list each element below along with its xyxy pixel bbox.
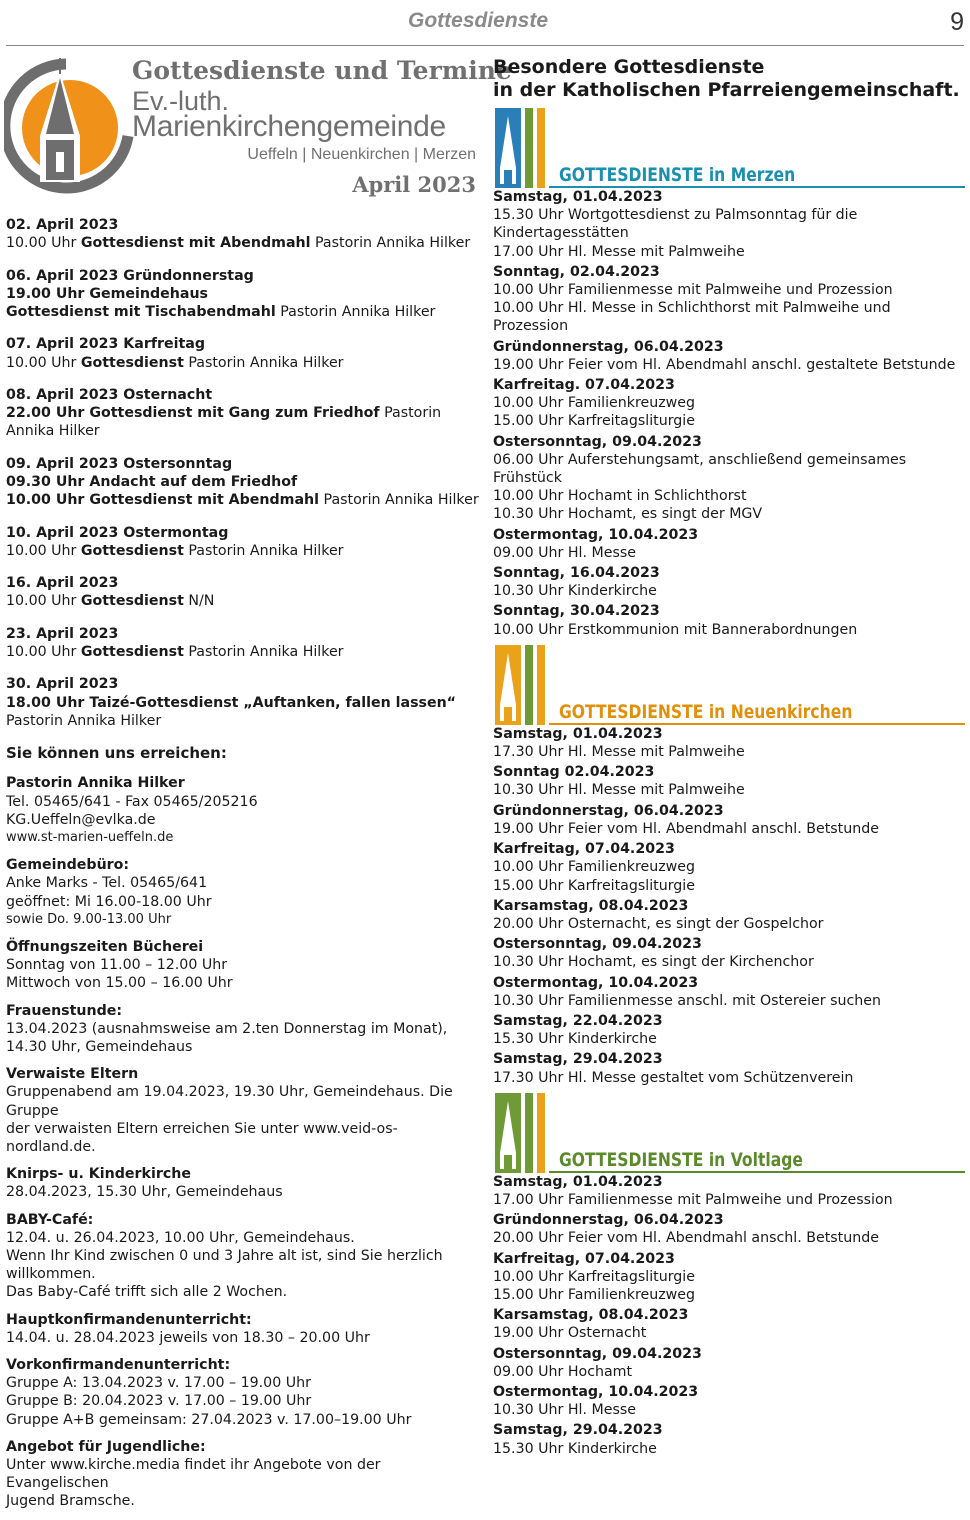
service-entry (6, 216, 482, 252)
event-line: 10.00 Uhr Hochamt in Schlichthorst (493, 488, 747, 505)
service-text: Pastorin Annika Hilker (310, 235, 471, 252)
event-date: Ostermontag, 10.04.2023 (493, 1383, 699, 1400)
section-banner-title: GOTTESDIENSTE in Voltlage (559, 1148, 803, 1171)
contact-block (6, 1165, 482, 1201)
contact-line: Unter www.kirche.media findet ihr Angebote von der Evangelischen (6, 1457, 381, 1492)
event-line: 10.30 Uhr Familienmesse anschl. mit Ostereier suchen (493, 992, 882, 1009)
contact-line: Tel. 05465/641 - Fax 05465/205216 (6, 793, 258, 810)
event-line: 10.00 Uhr Karfreitagsliturgie (493, 1268, 695, 1285)
event-entry (493, 935, 965, 971)
contact-block-heading: BABY-Café: (6, 1211, 94, 1228)
service-entry (6, 675, 482, 730)
section-banner-title: GOTTESDIENSTE in Merzen (559, 164, 796, 186)
service-line (6, 491, 482, 509)
service-entry (6, 455, 482, 510)
parish-name: Marienkirchengemeinde (132, 110, 446, 143)
event-entry (493, 725, 965, 761)
event-entry (493, 974, 965, 1010)
event-date: Gründonnerstag, 06.04.2023 (493, 338, 724, 355)
service-line (6, 303, 482, 321)
contact-block-heading: Vorkonfirmandenunterricht: (6, 1357, 231, 1374)
event-entry (493, 1250, 965, 1305)
contact-line: 28.04.2023, 15.30 Uhr, Gemeindehaus (6, 1184, 283, 1201)
event-entry (493, 1050, 965, 1086)
contact-block-heading: Öffnungszeiten Bücherei (6, 938, 204, 955)
contact-line: Gruppe A+B gemeinsam: 27.04.2023 v. 17.00–19.00 Uhr (6, 1411, 412, 1428)
event-line: 09.00 Uhr Hochamt (493, 1363, 633, 1380)
service-line (6, 712, 482, 730)
event-date: Sonntag, 02.04.2023 (493, 263, 660, 280)
contact-line: 13.04.2023 (ausnahmsweise am 2.ten Donnerstag im Monat), (6, 1020, 448, 1037)
service-date: 10. April 2023 Ostermontag (6, 524, 229, 541)
contact-block-heading: Gemeindebüro: (6, 857, 130, 874)
service-line (6, 542, 482, 560)
service-text: 10.00 Uhr Gottesdienst mit Abendmahl (6, 492, 320, 509)
event-line: 10.00 Uhr Hl. Messe in Schlichthorst mit Palmweihe und Prozession (493, 300, 891, 335)
contact-line: Jugend Bramsche. (6, 1493, 135, 1510)
catholic-title-line1: Besondere Gottesdienste (493, 56, 765, 78)
event-entry (493, 763, 965, 799)
contact-line: 14.04. u. 28.04.2023 jeweils von 18.30 – 20.00 Uhr (6, 1329, 370, 1346)
event-entry (493, 1306, 965, 1342)
service-text: Gottesdienst (80, 643, 184, 660)
event-date: Samstag, 29.04.2023 (493, 1051, 663, 1068)
page-header (0, 0, 970, 46)
event-line: 10.30 Uhr Hochamt, es singt der Kirchenchor (493, 954, 814, 971)
contact-block (6, 1311, 482, 1347)
event-date: Karfreitag, 07.04.2023 (493, 1250, 675, 1267)
service-line (6, 473, 482, 491)
event-date: Sonntag, 16.04.2023 (493, 565, 660, 582)
service-text: 10.00 Uhr (6, 542, 81, 559)
event-entry (493, 526, 965, 562)
event-line: 10.00 Uhr Familienmesse mit Palmweihe und Prozession (493, 282, 893, 299)
event-line: 15.30 Uhr Kinderkirche (493, 1031, 657, 1048)
section-banner-rule (549, 723, 965, 725)
catholic-title (493, 56, 965, 102)
event-line: 09.00 Uhr Hl. Messe (493, 544, 636, 561)
service-line (6, 285, 482, 303)
event-entry (493, 1345, 965, 1381)
service-text: Pastorin Annika Hilker (319, 492, 479, 509)
contact-line: Gruppe B: 20.04.2023 v. 17.00 – 19.00 Uhr (6, 1393, 312, 1410)
contact-block-heading: Verwaiste Eltern (6, 1066, 139, 1083)
service-text: N/N (183, 593, 215, 610)
contact-line: Das Baby-Café trifft sich alle 2 Wochen. (6, 1284, 288, 1301)
event-date: Karsamstag, 08.04.2023 (493, 1307, 689, 1324)
contact-line: 12.04. u. 26.04.2023, 10.00 Uhr, Gemeindehaus. (6, 1229, 355, 1246)
contact-line: der verwaisten Eltern erreichen Sie unter www.veid-os-nordland.de. (6, 1120, 398, 1156)
contact-line: KG.Ueffeln@evlka.de (6, 811, 156, 828)
service-date: 09. April 2023 Ostersonntag (6, 455, 233, 472)
service-text: 19.00 Uhr Gemeindehaus (6, 285, 209, 302)
service-text: Gottesdienst (80, 593, 184, 610)
service-entry (6, 335, 482, 371)
event-date: Gründonnerstag, 06.04.2023 (493, 802, 724, 819)
event-entry (493, 433, 965, 524)
page-number: 9 (950, 8, 964, 36)
event-line: 10.00 Uhr Familienkreuzweg (493, 859, 696, 876)
contact-line: www.st-marien-ueffeln.de (6, 829, 174, 845)
section-banner (493, 108, 965, 188)
service-date: 06. April 2023 Gründonnerstag (6, 267, 254, 284)
event-date: Ostermontag, 10.04.2023 (493, 974, 699, 991)
event-line: 20.00 Uhr Feier vom Hl. Abendmahl anschl. Betstunde (493, 1230, 879, 1247)
service-date: 30. April 2023 (6, 676, 119, 693)
event-entry (493, 840, 965, 895)
service-text: Gottesdienst mit Abendmahl (80, 235, 311, 252)
service-text: 10.00 Uhr (6, 593, 81, 610)
event-entry (493, 376, 965, 431)
service-line (6, 234, 482, 252)
service-date: 02. April 2023 (6, 217, 119, 233)
service-text: Gottesdienst (80, 542, 184, 559)
contact-line: Anke Marks - Tel. 05465/641 (6, 875, 208, 892)
contact-block-heading: Angebot für Jugendliche: (6, 1438, 206, 1455)
contact-block (6, 774, 482, 847)
event-line: 15.00 Uhr Karfreitagsliturgie (493, 413, 695, 430)
contact-block (6, 1438, 482, 1511)
event-line: 17.30 Uhr Hl. Messe mit Palmweihe (493, 744, 745, 761)
contact-line: Sonntag von 11.00 – 12.00 Uhr (6, 957, 228, 974)
event-date: Samstag, 01.04.2023 (493, 725, 663, 742)
church-tower-icon (493, 645, 549, 725)
contact-block-heading: Frauenstunde: (6, 1002, 123, 1019)
section-banner-rule (549, 186, 965, 188)
event-line: 10.30 Uhr Kinderkirche (493, 583, 657, 600)
contact-block-heading: Hauptkonfirmandenunterricht: (6, 1311, 252, 1328)
catholic-services-column (493, 56, 965, 1460)
lutheran-services-column (6, 216, 482, 1520)
event-date: Samstag, 29.04.2023 (493, 1422, 663, 1439)
event-line: 10.30 Uhr Hl. Messe mit Palmweihe (493, 782, 745, 799)
service-text: 10.00 Uhr (6, 235, 81, 252)
event-line: 20.00 Uhr Osternacht, es singt der Gospelchor (493, 915, 824, 932)
service-text: Pastorin Annika Hilker (183, 354, 344, 371)
event-line: 17.00 Uhr Familienmesse mit Palmweihe und Prozession (493, 1191, 893, 1208)
event-entry (493, 802, 965, 838)
event-date: Karsamstag, 08.04.2023 (493, 897, 689, 914)
service-text: Pastorin Annika Hilker (183, 643, 344, 660)
contact-block (6, 856, 482, 929)
event-entry (493, 897, 965, 933)
church-logo-icon (4, 56, 134, 196)
event-date: Karfreitag, 07.04.2023 (493, 841, 675, 858)
logo-places: Ueffeln | Neuenkirchen | Merzen (247, 146, 476, 163)
event-entry (493, 602, 965, 638)
section-banner-title: GOTTESDIENSTE in Neuenkirchen (559, 700, 853, 723)
logo-title: Gottesdienste und Termine (132, 56, 512, 85)
event-entry (493, 338, 965, 374)
section-title: Gottesdienste (408, 9, 549, 32)
service-text: 10.00 Uhr (6, 643, 81, 660)
catholic-title-line2: in der Katholischen Pfarreiengemeinschaft. (493, 79, 960, 101)
contact-line: Gruppe A: 13.04.2023 v. 17.00 – 19.00 Uhr (6, 1375, 311, 1392)
event-entry (493, 1012, 965, 1048)
event-date: Karfreitag. 07.04.2023 (493, 377, 675, 394)
event-entry (493, 1421, 965, 1457)
service-text: 09.30 Uhr Andacht auf dem Friedhof (6, 473, 298, 490)
event-date: Samstag, 22.04.2023 (493, 1012, 663, 1029)
service-date: 08. April 2023 Osternacht (6, 386, 213, 403)
event-line: 15.00 Uhr Familienkreuzweg (493, 1286, 696, 1303)
service-entry (6, 267, 482, 322)
event-entry (493, 1173, 965, 1209)
event-line: 17.30 Uhr Hl. Messe gestaltet vom Schützenverein (493, 1069, 854, 1086)
logo-month: April 2023 (352, 172, 476, 197)
event-date: Sonntag, 30.04.2023 (493, 603, 660, 620)
service-text: Gottesdienst (80, 354, 184, 371)
event-line: 15.30 Uhr Kinderkirche (493, 1440, 657, 1457)
service-date: 23. April 2023 (6, 625, 119, 642)
parish-logo (4, 56, 512, 202)
section-banner (493, 1093, 965, 1173)
logo-subtitle: Ev.-luth. (132, 86, 230, 116)
event-entry (493, 1211, 965, 1247)
service-text: Pastorin Annika Hilker (6, 405, 442, 440)
church-tower-icon (493, 108, 549, 188)
service-text: 10.00 Uhr (6, 354, 81, 371)
event-date: Sonntag 02.04.2023 (493, 764, 655, 781)
contact-block (6, 1356, 482, 1429)
contact-heading: Sie können uns erreichen: (6, 744, 227, 763)
event-line: 10.00 Uhr Familienkreuzweg (493, 395, 696, 412)
service-date: 16. April 2023 (6, 575, 119, 592)
service-entry (6, 386, 482, 441)
service-line (6, 354, 482, 372)
event-line: 15.00 Uhr Karfreitagsliturgie (493, 877, 695, 894)
service-entry (6, 625, 482, 661)
service-text: Pastorin Annika Hilker (6, 712, 162, 729)
event-date: Ostersonntag, 09.04.2023 (493, 433, 702, 450)
contact-line: Wenn Ihr Kind zwischen 0 und 3 Jahre alt ist, sind Sie herzlich willkommen. (6, 1248, 443, 1283)
header-rule (6, 45, 964, 46)
event-line: 19.00 Uhr Feier vom Hl. Abendmahl anschl. Betstunde (493, 820, 879, 837)
contact-block-heading: Pastorin Annika Hilker (6, 775, 185, 792)
church-tower-icon (493, 1093, 549, 1173)
contact-line: Mittwoch von 15.00 – 16.00 Uhr (6, 975, 233, 992)
service-line (6, 694, 482, 712)
event-line: 19.00 Uhr Osternacht (493, 1325, 647, 1342)
service-text: Pastorin Annika Hilker (275, 304, 436, 320)
contact-block (6, 1211, 482, 1302)
event-date: Ostersonntag, 09.04.2023 (493, 1345, 702, 1362)
contact-line: geöffnet: Mi 16.00-18.00 Uhr (6, 893, 212, 910)
event-date: Ostermontag, 10.04.2023 (493, 526, 699, 543)
event-date: Samstag, 01.04.2023 (493, 189, 663, 205)
service-line (6, 643, 482, 661)
contact-line: 14.30 Uhr, Gemeindehaus (6, 1039, 193, 1055)
service-entry (6, 574, 482, 610)
section-banner (493, 645, 965, 725)
event-entry (493, 1383, 965, 1419)
service-entry (6, 524, 482, 560)
event-entry (493, 263, 965, 336)
event-entry (493, 564, 965, 600)
contact-block (6, 938, 482, 993)
event-line: 19.00 Uhr Feier vom Hl. Abendmahl anschl. gestaltete Betstunde (493, 356, 956, 373)
service-text: 18.00 Uhr Taizé-Gottesdienst „Auftanken, fallen lassen“ (6, 694, 457, 711)
contact-line: Gruppenabend am 19.04.2023, 19.30 Uhr, Gemeindehaus. Die Gruppe (6, 1084, 453, 1119)
contact-line: sowie Do. 9.00-13.00 Uhr (6, 911, 172, 927)
event-line: 10.30 Uhr Hochamt, es singt der MGV (493, 506, 763, 523)
contact-block (6, 1002, 482, 1057)
event-line: 06.00 Uhr Auferstehungsamt, anschließend gemeinsames Frühstück (493, 451, 907, 487)
service-text: Gottesdienst mit Tischabendmahl (6, 304, 276, 320)
event-line: 10.00 Uhr Erstkommunion mit Bannerabordnungen (493, 621, 858, 638)
service-date: 07. April 2023 Karfreitag (6, 336, 206, 353)
service-line (6, 404, 482, 440)
contact-block (6, 1065, 482, 1156)
event-line: 15.30 Uhr Wortgottesdienst zu Palmsonntag für die Kindertagesstätten (493, 207, 858, 242)
event-date: Ostersonntag, 09.04.2023 (493, 936, 702, 953)
section-banner-rule (549, 1171, 965, 1173)
event-date: Samstag, 01.04.2023 (493, 1173, 663, 1190)
service-text: 22.00 Uhr Gottesdienst mit Gang zum Friedhof (6, 405, 380, 422)
event-line: 10.30 Uhr Hl. Messe (493, 1402, 636, 1419)
event-date: Gründonnerstag, 06.04.2023 (493, 1212, 724, 1229)
event-entry (493, 188, 965, 261)
service-text: Pastorin Annika Hilker (183, 542, 344, 559)
event-line: 17.00 Uhr Hl. Messe mit Palmweihe (493, 243, 745, 260)
contact-block-heading: Knirps- u. Kinderkirche (6, 1166, 191, 1183)
service-line (6, 592, 482, 610)
